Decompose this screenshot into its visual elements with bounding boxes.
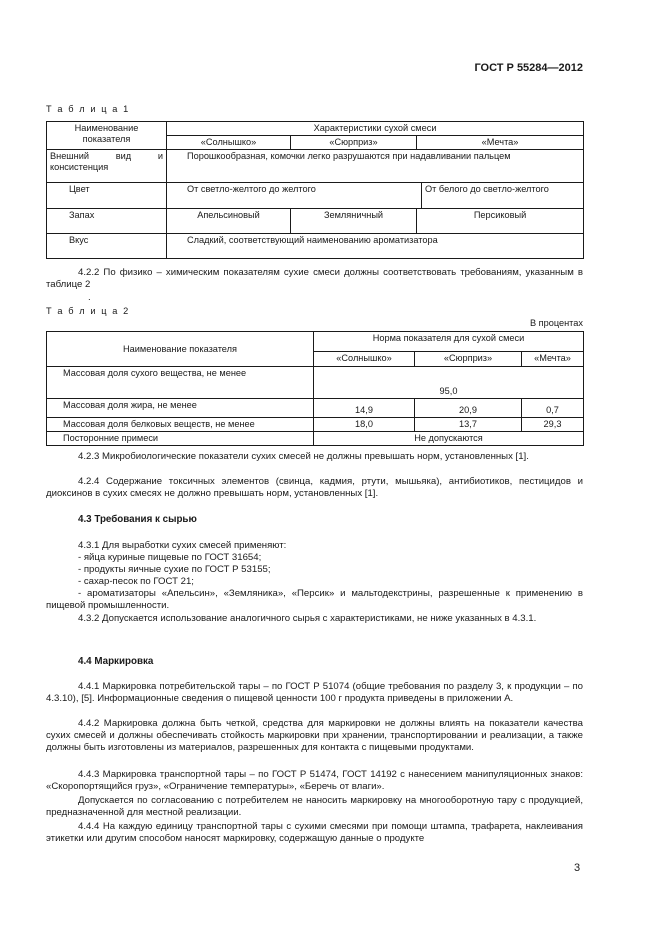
table1-row-name: Цвет <box>47 183 167 209</box>
table2-variant: «Солнышко» <box>314 352 415 367</box>
table1-group-header: Характеристики сухой смеси <box>167 122 584 136</box>
table2-unit: В процентах <box>529 318 583 328</box>
table2-variant: «Сюрприз» <box>415 352 522 367</box>
table2-col-header: Наименование показателя <box>47 332 314 367</box>
table1-col-header: Наименование показателя <box>47 122 167 150</box>
table2-group-header: Норма показателя для сухой смеси <box>314 332 584 352</box>
table1-row-name: Вкус <box>47 234 167 259</box>
table1-variant: «Сюрприз» <box>291 136 417 150</box>
table2-cell: 18,0 <box>314 418 415 432</box>
stray-dot: . <box>88 292 91 303</box>
table2-caption: Т а б л и ц а 2 <box>46 306 130 316</box>
paragraph-4-3-1: 4.3.1 Для выработки сухих смесей применяют: <box>78 540 287 551</box>
table1-row-name: Запах <box>47 209 167 234</box>
table1-cell: Апельсиновый <box>167 209 291 234</box>
paragraph-4-4-2: 4.4.2 Маркировка должна быть четкой, средства для маркировки не должны влиять на показатели качества сухих смесей и должны обеспечивать стойкость маркировки при хранении, транспортировании и реализации, а также должны быть изготовлены из материалов, разрешенных для контакта с пищевыми продуктами. <box>46 718 583 753</box>
table1-cell: Порошкообразная, комочки легко разрушаются при надавливании пальцем <box>167 150 584 183</box>
paragraph-4-4-3: 4.4.3 Маркировка транспортной тары – по ГОСТ Р 51474, ГОСТ 14192 с нанесением манипуляционных знаков: «Скоропортящийся груз», «Ограничение температуры», «Беречь от влаги». <box>46 769 583 792</box>
table2-row-name: Массовая доля жира, не менее <box>47 399 314 418</box>
heading-4-3: 4.3 Требования к сырью <box>78 514 197 525</box>
table2-cell: 0,7 <box>522 399 584 418</box>
paragraph-4-2-2: 4.2.2 По физико – химическим показателям сухие смеси должны соответствовать требованиям, указанным в таблице 2 <box>46 267 583 290</box>
table2-variant: «Мечта» <box>522 352 584 367</box>
list-item: - сахар-песок по ГОСТ 21; <box>78 576 194 587</box>
paragraph-allow: Допускается по согласованию с потребителем не наносить маркировку на многооборотную тару с продукцией, предназначенной для местной реализации. <box>46 795 583 818</box>
paragraph-4-2-4: 4.2.4 Содержание токсичных элементов (свинца, кадмия, ртути, мышьяка), антибиотиков, пестицидов и диоксинов в сухих смесях не должно превышать норм, установленных [1]. <box>46 476 583 499</box>
table1-cell: Земляничный <box>291 209 417 234</box>
table2-cell: Не допускаются <box>314 432 584 446</box>
paragraph-4-4-4: 4.4.4 На каждую единицу транспортной тары с сухими смесями при помощи штампа, трафарета, наклеивания этикетки или другим способом наносят маркировку, содержащую данные о продукте <box>46 821 583 844</box>
document-header: ГОСТ Р 55284—2012 <box>474 62 583 74</box>
heading-4-4: 4.4 Маркировка <box>78 656 154 667</box>
table1 <box>46 121 584 259</box>
table2-cell: 13,7 <box>415 418 522 432</box>
table2-cell: 95,0 <box>314 367 584 399</box>
table2-cell: 14,9 <box>314 399 415 418</box>
table1-variant: «Мечта» <box>417 136 584 150</box>
table2 <box>46 331 584 446</box>
table1-cell: От светло-желтого до желтого <box>167 183 422 209</box>
table2-row-name: Массовая доля белковых веществ, не менее <box>47 418 314 432</box>
table1-caption: Т а б л и ц а 1 <box>46 104 130 114</box>
table2-cell: 29,3 <box>522 418 584 432</box>
table1-variant: «Солнышко» <box>167 136 291 150</box>
table1-cell: Сладкий, соответствующий наименованию ароматизатора <box>167 234 584 259</box>
list-item: - продукты яичные сухие по ГОСТ Р 53155; <box>78 564 271 575</box>
table2-cell: 20,9 <box>415 399 522 418</box>
paragraph-4-3-2: 4.3.2 Допускается использование аналогичного сырья с характеристиками, не ниже указанных в 4.3.1. <box>78 613 537 624</box>
list-item: - яйца куриные пищевые по ГОСТ 31654; <box>78 552 262 563</box>
paragraph-4-2-3: 4.2.3 Микробиологические показатели сухих смесей не должны превышать норм, установленных [1]. <box>78 451 529 462</box>
table1-cell: Персиковый <box>417 209 584 234</box>
paragraph-4-4-1: 4.4.1 Маркировка потребительской тары – по ГОСТ Р 51074 (общие требования по разделу 3, к продукции – по 4.3.10), [5]. Информационные сведения о пищевой ценности 100 г продукта приведены в приложении А. <box>46 681 583 704</box>
page-number: 3 <box>574 862 581 874</box>
materials-list <box>46 552 583 588</box>
table1-row-name: Внешний вид и консистенция <box>47 150 167 183</box>
list-item: - ароматизаторы «Апельсин», «Земляника», «Персик» и мальтодекстрины, разрешенные к применению в пищевой промышленности. <box>46 588 583 611</box>
table2-row-name: Массовая доля сухого вещества, не менее <box>47 367 314 399</box>
table2-row-name: Посторонние примеси <box>47 432 314 446</box>
table1-cell: От белого до светло-желтого <box>422 183 584 209</box>
